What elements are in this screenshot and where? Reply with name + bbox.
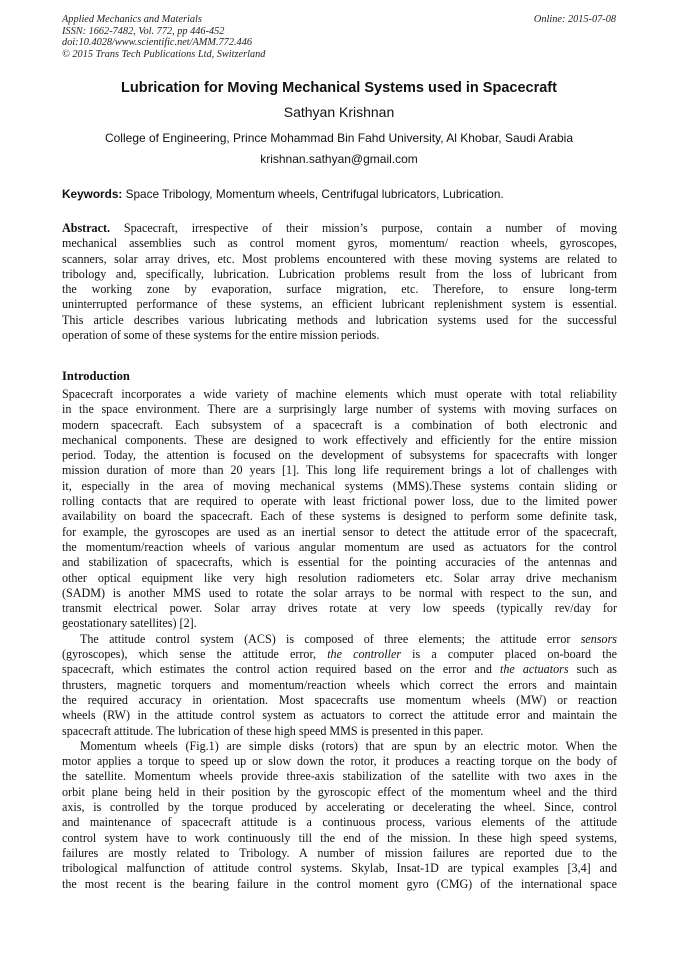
doi-line: doi:10.4028/www.scientific.net/AMM.772.446 — [62, 37, 252, 48]
section-heading-introduction: Introduction — [62, 369, 130, 383]
text-line: the momentum/reaction wheels of various angular momentum are used as actuators for the control — [62, 539, 617, 554]
text-line: it, especially in the area of moving mechanical systems (MMS).These systems contain sliding or — [62, 478, 617, 493]
text-line: and maintenance of spacecraft attitude is a continuous process, various elements of the attitude — [62, 815, 617, 830]
text-line: geostationary satellites) [2]. — [62, 616, 197, 631]
text-line: period. Today, the attention is focused on the development of subsystems for spacecrafts with longer — [62, 448, 617, 463]
text-line: orbit plane being held in their position by the gyroscopic effect of the momentum wheel and the third — [62, 784, 617, 799]
text-line: the satellite. Momentum wheels provide three-axis stabilization of the satellite with two axes in the — [62, 769, 617, 784]
text-line: (gyroscopes), which sense the attitude error, the controller is a computer placed on-board the — [62, 647, 617, 662]
paragraph-3 — [62, 739, 617, 892]
emphasis-actuators: the actuators — [499, 662, 569, 677]
copyright-line: © 2015 Trans Tech Publications Ltd, Switzerland — [62, 48, 266, 60]
author-email: krishnan.sathyan@gmail.com — [260, 152, 418, 166]
text-line: wheels (RW) in the attitude control system as actuators to correct the attitude error and maintain the — [62, 708, 617, 723]
abstract-label: Abstract. — [62, 221, 111, 235]
author-name: Sathyan Krishnan — [283, 104, 395, 120]
text-line: Spacecraft incorporates a wide variety of machine elements which must operate with total reliability — [62, 387, 617, 401]
text-line: (SADM) is another MMS used to rotate the solar arrays to be normal with respect to the sun, and — [62, 585, 617, 600]
text-line: thrusters, magnetic torquers and momentum/reaction wheels which correct the errors and maintain — [62, 677, 617, 692]
text-line: and stabilization of spacecrafts, which is essential for the pointing accuracies of the antennas and — [62, 555, 617, 570]
abstract-line: uninterrupted performance of these systems, an efficient lubricant replenishment system is essential. — [62, 297, 617, 312]
text-line: The attitude control system (ACS) is composed of three elements; the attitude error sensors — [80, 631, 617, 646]
text-line: mechanical components. These are designed to work effectively and efficiently for the entire mission — [62, 432, 617, 447]
emphasis-sensors: sensors — [580, 631, 617, 646]
abstract-line: Abstract. Spacecraft, irrespective of their mission’s purpose, contain a number of moving — [62, 221, 617, 235]
text-line: motor applies a torque to speed up or slow down the rotor, it produces a reacting torque on the body of — [62, 754, 617, 769]
text-line: other optical equipment like very high resolution radiometers etc. Solar array drive mechanism — [62, 570, 617, 585]
abstract-line: tribology and, specifically, lubrication. Lubrication problems result from the loss of lubricant from — [62, 266, 617, 281]
emphasis-controller: the controller — [327, 647, 402, 662]
text-line: modern spacecraft. Each subsystem of a spacecraft is a combination of both electronic and — [62, 417, 617, 432]
text-line: for example, the gyroscopes are used as an inertial sensor to detect the attitude error of the spacecraft, — [62, 524, 617, 539]
journal-name: Applied Mechanics and Materials — [62, 14, 202, 25]
text-line: the required accuracy in orientation. Most spacecrafts use momentum wheels (MW) or reaction — [62, 692, 617, 707]
text-line: tribological malfunction of attitude control systems. Skylab, Insat-1D are typical examples [3,4] and — [62, 861, 617, 876]
text-line: Momentum wheels (Fig.1) are simple disks (rotors) that are spun by an electric motor. When the — [80, 738, 617, 753]
text-line: spacecraft, which estimates the control action required based on the error and the actuators such as — [62, 662, 617, 677]
text-line: rolling contacts that are required to operate with least frictional power loss, due to the limited power — [62, 494, 617, 509]
text-line: axis, is controlled by the torque produced by accelerating or decelerating the wheel. Since, control — [62, 800, 617, 815]
keywords — [62, 187, 618, 201]
text-line: spacecraft attitude. The lubrication of these high speed MMS is presented in this paper. — [62, 723, 484, 738]
author-affiliation: College of Engineering, Prince Mohammad Bin Fahd University, Al Khobar, Saudi Arabia — [104, 131, 574, 145]
abstract-line: operation of some of these systems for the entire mission periods. — [62, 328, 380, 343]
journal-header — [62, 14, 618, 60]
paragraph-2 — [62, 632, 617, 739]
abstract-line: mechanical assemblies such as control moment gyros, momentum/ reaction wheels, gyroscopes, — [62, 236, 617, 251]
paragraph-1 — [62, 387, 617, 632]
text-line: transmit electrical power. Solar array drives rotate at very low speeds (typically rev/day for — [62, 601, 617, 616]
abstract — [62, 221, 617, 343]
abstract-line: scanners, solar array drives, etc. Most problems encountered with these moving systems are related to — [62, 251, 617, 266]
text-line: the most recent is the bearing failure in the control moment gyro (CMG) of the international space — [62, 876, 617, 891]
abstract-line: This article describes various lubricating methods and lubrication systems used for the successful — [62, 312, 617, 327]
keywords-text: Space Tribology, Momentum wheels, Centrifugal lubricators, Lubrication. — [125, 187, 504, 201]
introduction-body — [62, 387, 617, 892]
text-line: failures are mostly related to Tribology. A number of mission failures are reported due to the — [62, 845, 617, 860]
keywords-label: Keywords: — [62, 187, 123, 201]
issn-line: ISSN: 1662-7482, Vol. 772, pp 446-452 — [62, 25, 225, 37]
text-line: control system have to work continuously till the end of the mission. In these high speed systems, — [62, 830, 617, 845]
paper-title: Lubrication for Moving Mechanical Systems used in Spacecraft — [121, 80, 557, 96]
text-line: availability on board the spacecraft. Each of these systems is designed to perform some definite task, — [62, 509, 617, 524]
online-date: Online: 2015-07-08 — [533, 14, 616, 25]
text-line: in the space environment. There are a surprisingly large number of systems with moving surfaces on — [62, 402, 617, 417]
abstract-line: the working zone by evaporation, surface migration, etc. Therefore, to ensure long-term — [62, 282, 617, 297]
text-line: mission duration of more than 20 years [1]. This long life requirement brings a lot of challenges with — [62, 463, 617, 478]
